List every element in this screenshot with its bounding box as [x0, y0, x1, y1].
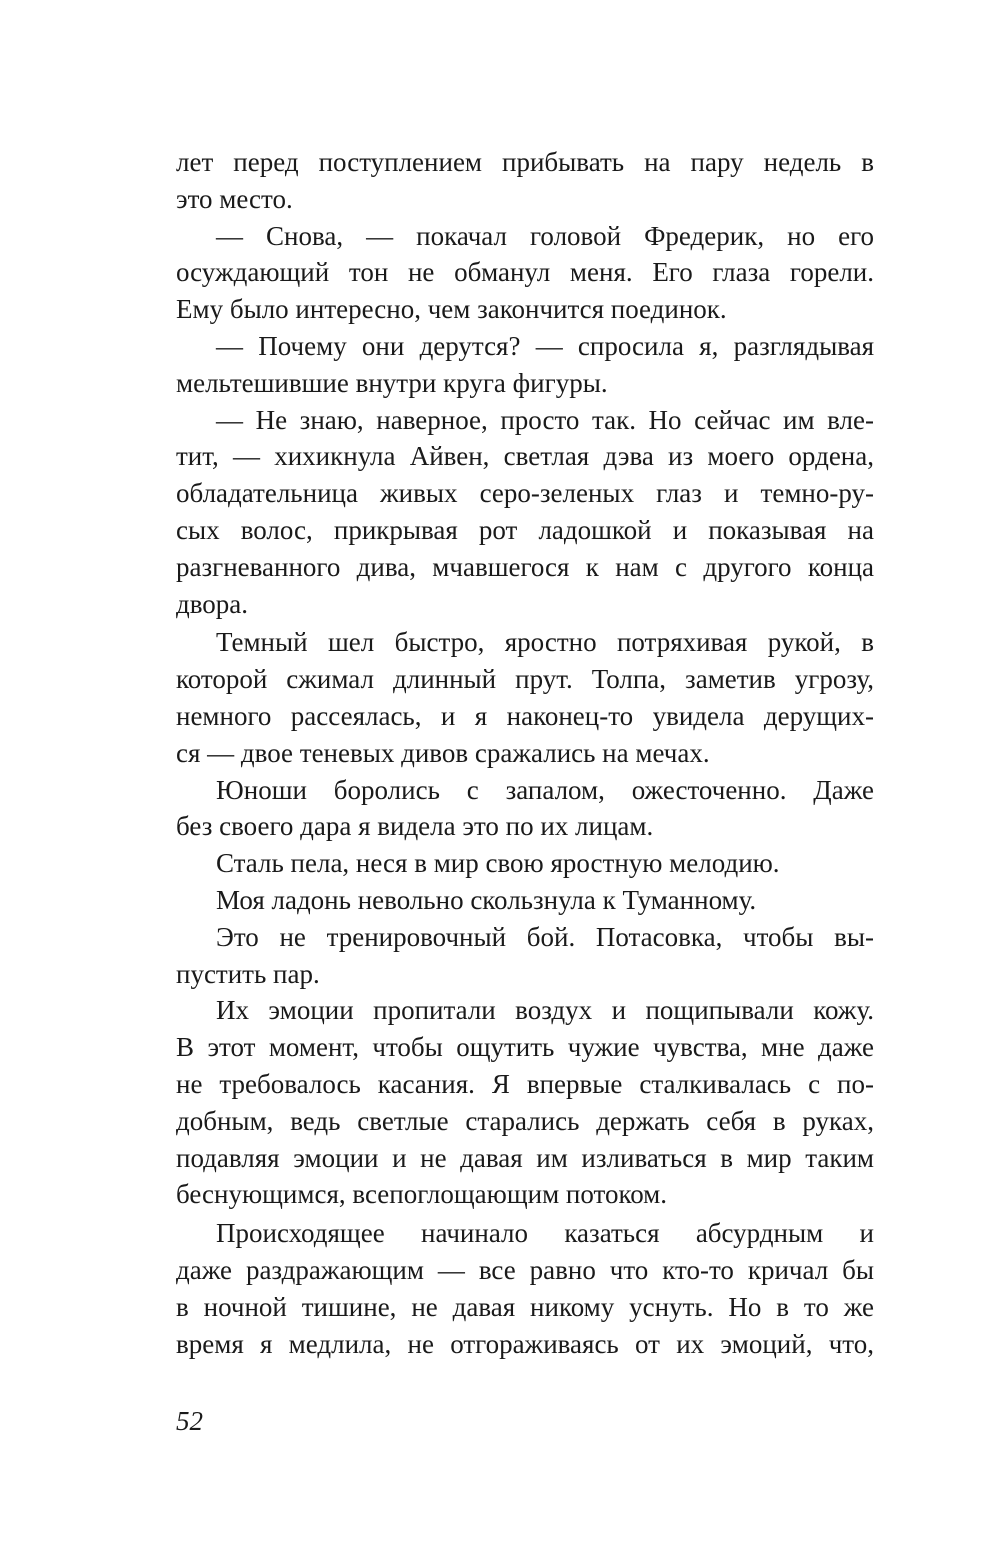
text-line: добным, ведь светлые старались держать себя в руках, [176, 1105, 874, 1136]
text-line: осуждающий тон не обманул меня. Его глаза горели. [176, 257, 874, 288]
text-line: Ему было интересно, чем закончится поединок. [176, 294, 727, 325]
text-line: даже раздражающим — все равно что кто-то кричал бы [176, 1254, 874, 1285]
text-line: — Не знаю, наверное, просто так. Но сейчас им вле- [216, 404, 874, 435]
text-line: мельтешившие внутри круга фигуры. [176, 367, 608, 398]
text-line: разгневанного дива, мчавшегося к нам с другого конца [176, 551, 874, 582]
text-line: беснующимся, всепоглощающим потоком. [176, 1179, 668, 1210]
page-number: 52 [176, 1406, 203, 1436]
text-line: немного рассеялась, и я наконец-то увидела дерущих- [176, 700, 874, 731]
text-line: не требовалось касания. Я впервые сталкивалась с по- [176, 1068, 874, 1099]
text-line: тит, — хихикнула Айвен, светлая дэва из моего ордена, [176, 441, 874, 472]
text-line: Сталь пела, неся в мир свою яростную мелодию. [216, 848, 780, 879]
text-line: Это не тренировочный бой. Потасовка, чтобы вы- [216, 921, 874, 952]
text-line: в ночной тишине, не давая никому уснуть. Но в то же [176, 1291, 874, 1322]
text-line: В этот момент, чтобы ощутить чужие чувства, мне даже [176, 1032, 874, 1063]
text-line: пустить пар. [176, 958, 320, 989]
text-line: которой сжимал длинный прут. Толпа, заметив угрозу, [176, 664, 874, 695]
page-body [176, 144, 874, 1444]
text-line: без своего дара я видела это по их лицам. [176, 811, 654, 842]
text-line: это место. [176, 183, 293, 214]
text-line: Моя ладонь невольно скользнула к Туманному. [216, 884, 757, 915]
text-line: Происходящее начинало казаться абсурдным и [216, 1218, 874, 1249]
text-line: подавляя эмоции и не давая им изливаться в мир таким [176, 1142, 874, 1173]
text-line: ся — двое теневых дивов сражались на мечах. [176, 737, 710, 768]
text-line: Темный шел быстро, яростно потряхивая рукой, в [216, 627, 874, 658]
text-line: сых волос, прикрывая рот ладошкой и показывая на [176, 514, 874, 545]
text-line: Юноши боролись с запалом, ожесточенно. Даже [216, 774, 874, 805]
text-line: — Снова, — покачал головой Фредерик, но его [216, 220, 874, 251]
text-line: — Почему они дерутся? — спросила я, разглядывая [216, 330, 874, 361]
text-line: обладательница живых серо-зеленых глаз и темно-ру- [176, 478, 874, 509]
text-line: время я медлила, не отгораживаясь от их эмоций, что, [176, 1328, 874, 1359]
text-line: лет перед поступлением прибывать на пару недель в [176, 147, 874, 177]
text-line: Их эмоции пропитали воздух и пощипывали кожу. [216, 995, 874, 1026]
text-line: двора. [176, 588, 249, 619]
